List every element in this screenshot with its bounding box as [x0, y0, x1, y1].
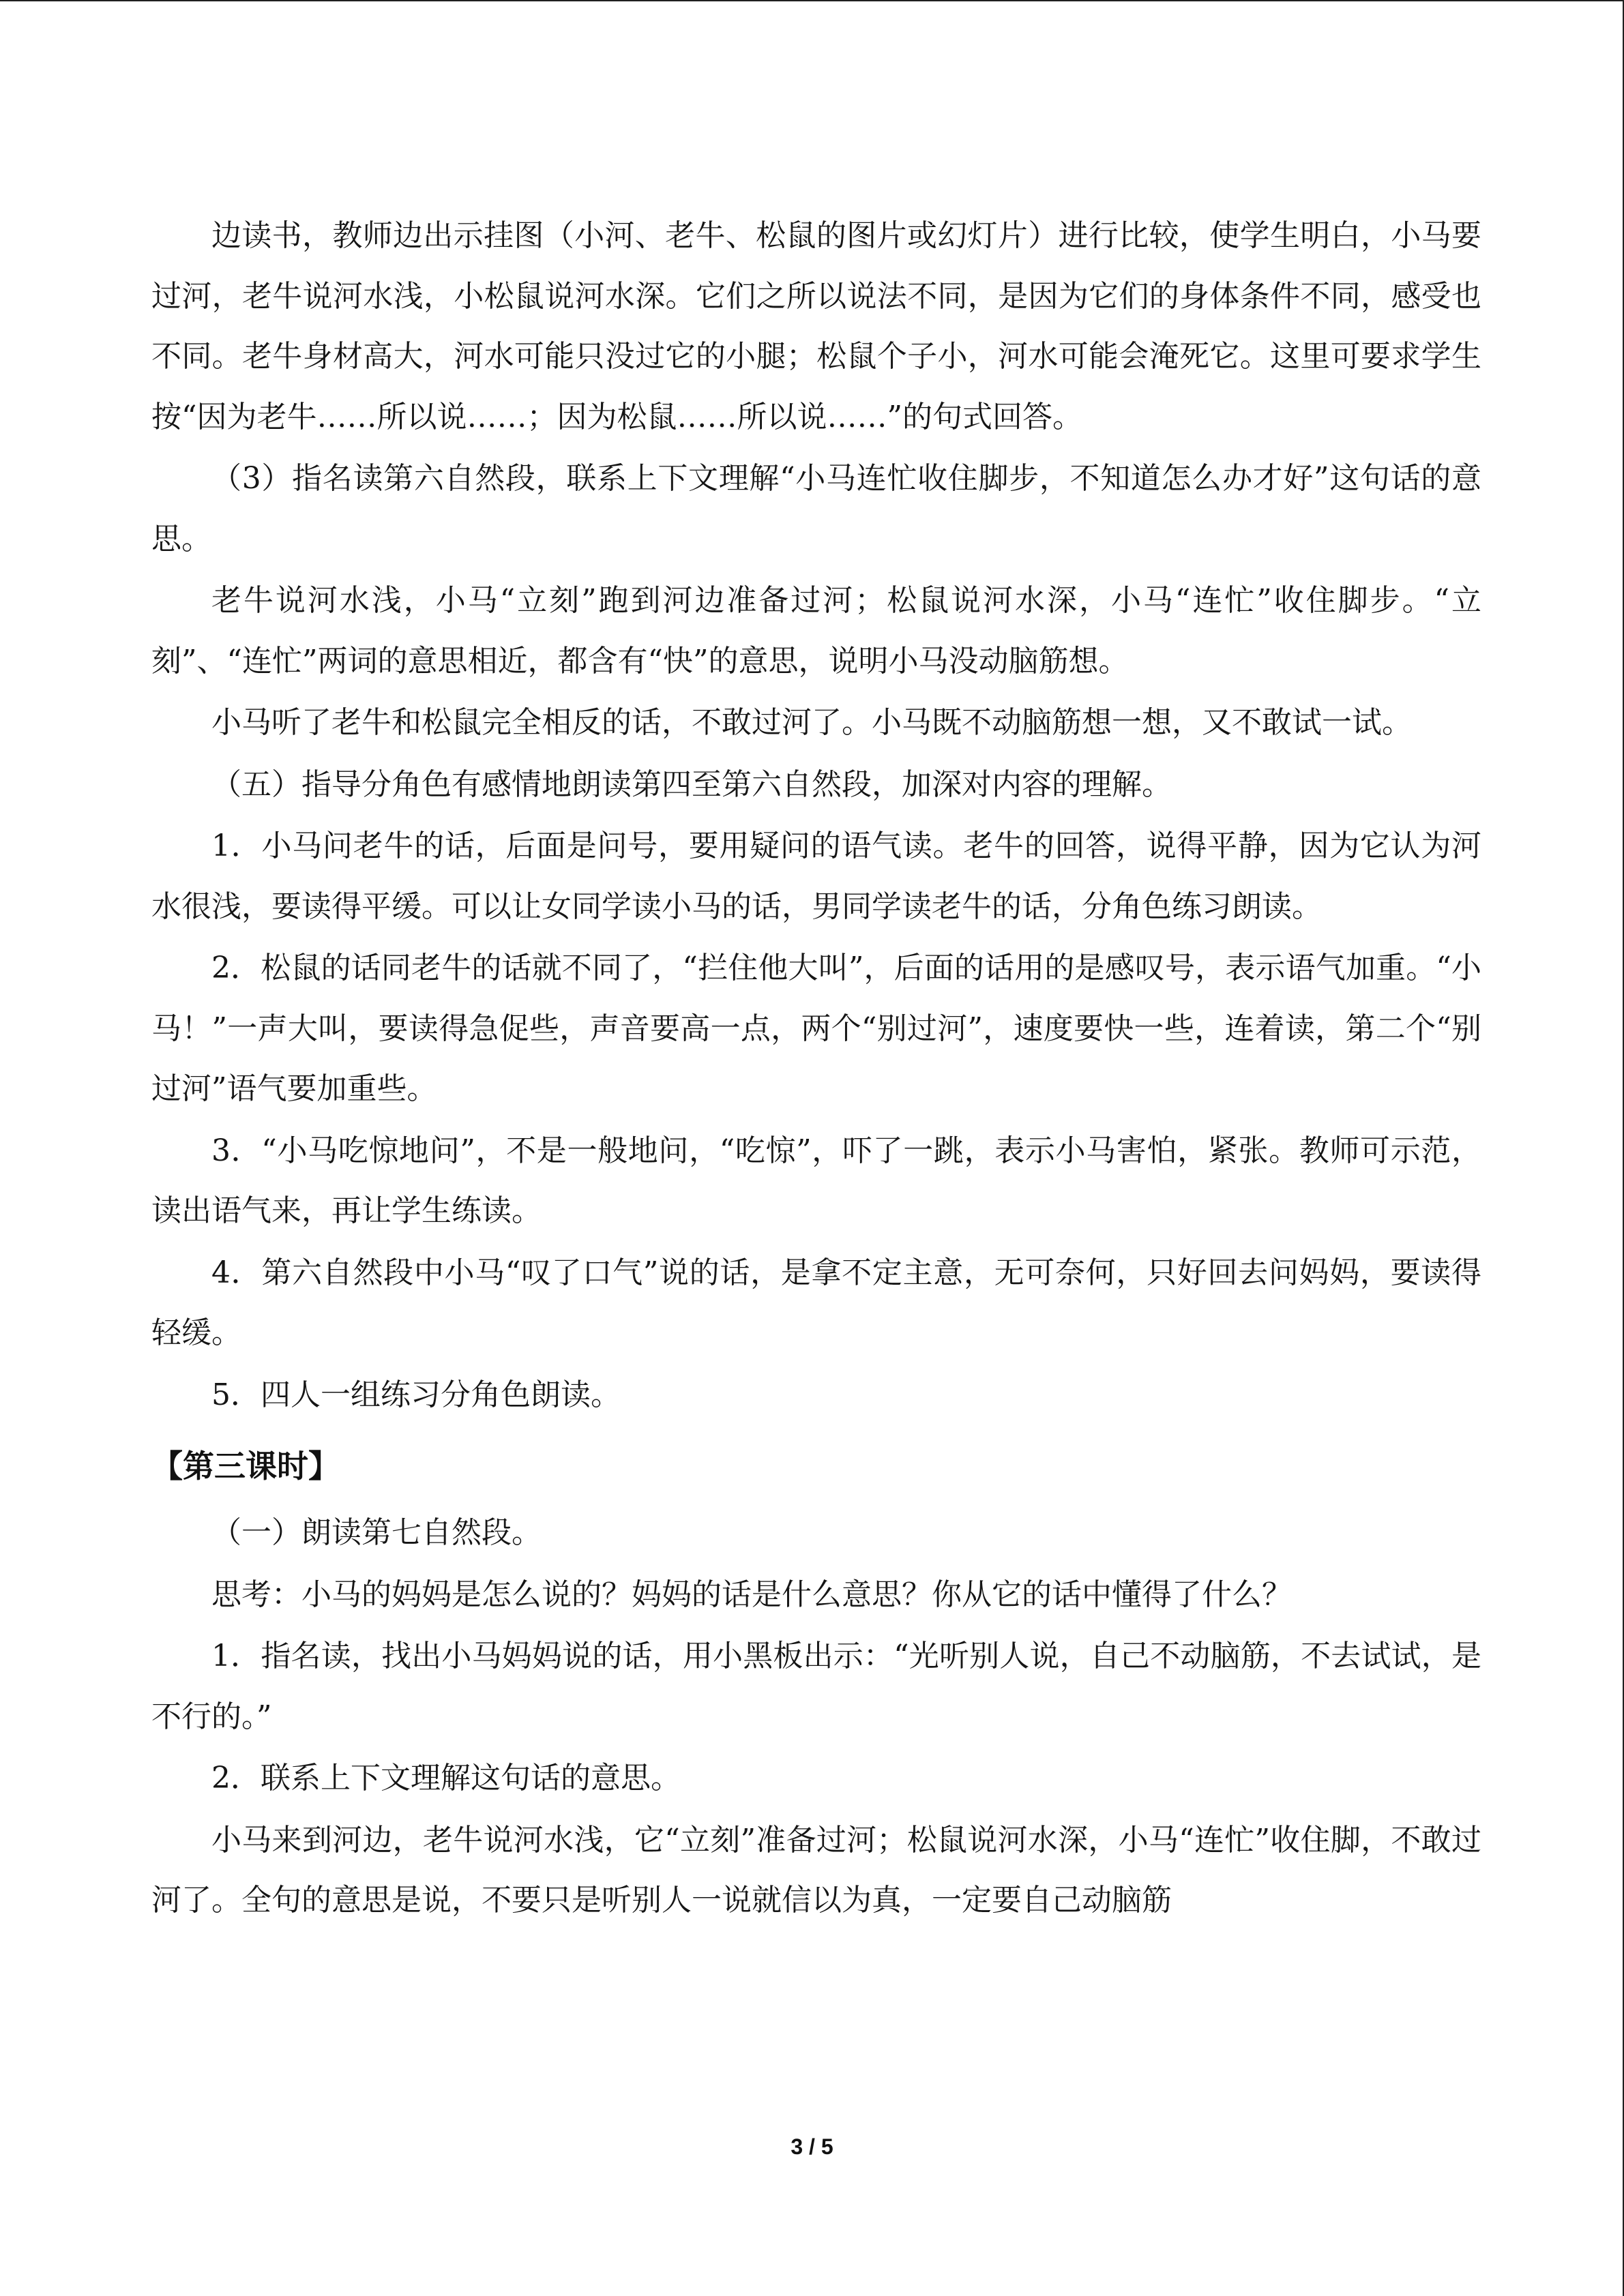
paragraph: 小马听了老牛和松鼠完全相反的话，不敢过河了。小马既不动脑筋想一想，又不敢试一试。 [211, 705, 1412, 740]
page-number: 3 / 5 [791, 2134, 833, 2159]
paragraph: 老牛说河水浅，小马“立刻”跑到河边准备过河；松鼠说河水深，小马“连忙”收住脚步。“立刻”、“连忙”两词的意思相近，都含有“快”的意思，说明小马没动脑筋想。 [151, 583, 1481, 679]
paragraph: 5．四人一组练习分角色朗读。 [211, 1377, 621, 1412]
paragraph: 思考：小马的妈妈是怎么说的？妈妈的话是什么意思？你从它的话中懂得了什么？ [211, 1577, 1292, 1612]
paragraph: 4．第六自然段中小马“叹了口气”说的话，是拿不定主意，无可奈何，只好回去问妈妈，要读得轻缓。 [151, 1255, 1481, 1350]
paragraph: （一）朗读第七自然段。 [211, 1515, 542, 1550]
paragraph: （五）指导分角色有感情地朗读第四至第六自然段，加深对内容的理解。 [211, 766, 1172, 802]
paragraph: 小马来到河边，老牛说河水浅，它“立刻”准备过河；松鼠说河水深，小马“连忙”收住脚，不敢过河了。全句的意思是说，不要只是听别人一说就信以为真，一定要自己动脑筋 [151, 1822, 1481, 1918]
paragraph: 边读书，教师边出示挂图（小河、老牛、松鼠的图片或幻灯片）进行比较，使学生明白，小马要过河，老牛说河水浅，小松鼠说河水深。它们之所以说法不同，是因为它们的身体条件不同，感受也不同。老牛身材高大，河水可能只没过它的小腿；松鼠个子小，河水可能会淹死它。这里可要求学生按“因为老牛……所以说……；因为松鼠……所以说……”的句式回答。 [151, 218, 1481, 434]
paragraph: 2．松鼠的话同老牛的话就不同了，“拦住他大叫”，后面的话用的是感叹号，表示语气加重。“小马！”一声大叫，要读得急促些，声音要高一点，两个“别过河”，速度要快一些，连着读，第二个“别过河”语气要加重些。 [151, 951, 1481, 1106]
page-content [151, 206, 1481, 1931]
section-heading: 【第三课时】 [151, 1448, 340, 1485]
paragraph: （3）指名读第六自然段，联系上下文理解“小马连忙收住脚步，不知道怎么办才好”这句话的意思。 [151, 461, 1481, 556]
paragraph: 3．“小马吃惊地问”，不是一般地问，“吃惊”，吓了一跳，表示小马害怕，紧张。教师可示范，读出语气来，再让学生练读。 [151, 1133, 1481, 1228]
paragraph: 2．联系上下文理解这句话的意思。 [211, 1761, 681, 1795]
paragraph: 1．小马问老牛的话，后面是问号，要用疑问的语气读。老牛的回答，说得平静，因为它认为河水很浅，要读得平缓。可以让女同学读小马的话，男同学读老牛的话，分角色练习朗读。 [151, 829, 1481, 924]
paragraph: 1．指名读，找出小马妈妈说的话，用小黑板出示：“光听别人说，自己不动脑筋，不去试试，是不行的。” [151, 1639, 1481, 1734]
